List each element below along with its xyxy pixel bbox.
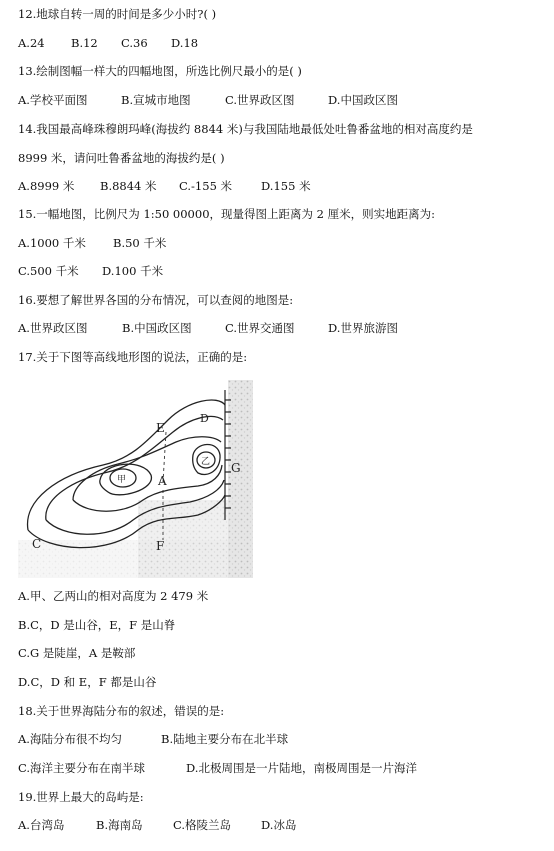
label-e: E	[156, 421, 165, 435]
question-16-options	[18, 320, 398, 336]
option-d[interactable]: D.中国政区图	[328, 93, 398, 107]
question-18-options-row1	[18, 731, 288, 747]
option-c[interactable]: C.世界交通图	[225, 321, 295, 335]
label-c: C	[32, 537, 42, 551]
label-f: F	[156, 539, 165, 553]
question-16-stem: 16.要想了解世界各国的分布情况，可以查阅的地图是:	[18, 293, 294, 307]
question-17-stem: 17.关于下图等高线地形图的说法，正确的是:	[18, 350, 248, 364]
question-15-options-row1	[18, 235, 166, 251]
label-a: A	[158, 474, 167, 488]
question-13-stem: 13.绘制图幅一样大的四幅地图，所选比例尺最小的是( )	[18, 64, 302, 78]
question-12-stem: 12.地球自转一周的时间是多少小时?( )	[18, 7, 217, 21]
option-a[interactable]: A.世界政区图	[18, 321, 88, 335]
question-13-options	[18, 92, 398, 108]
option-a[interactable]: A.24	[18, 36, 45, 50]
question-14-stem-line1: 14.我国最高峰珠穆朗玛峰(海拔约 8844 米)与我国陆地最低处吐鲁番盆地的相对高度约是	[18, 122, 473, 136]
label-yi: 乙	[201, 457, 211, 467]
question-18-stem: 18.关于世界海陆分布的叙述，错误的是:	[18, 704, 225, 718]
label-d: D	[200, 412, 209, 425]
option-c[interactable]: C.格陵兰岛	[173, 818, 232, 832]
option-c[interactable]: C.500 千米	[18, 264, 79, 278]
option-b[interactable]: B.中国政区图	[122, 321, 192, 335]
option-c[interactable]: C.-155 米	[179, 179, 233, 193]
option-b[interactable]: B.陆地主要分布在北半球	[161, 732, 289, 746]
option-c[interactable]: C.36	[121, 36, 148, 50]
label-g: G	[231, 461, 241, 475]
question-12-options	[18, 35, 198, 51]
question-17-option-d[interactable]: D.C，D 和 E，F 都是山谷	[18, 675, 157, 689]
question-17-option-a[interactable]: A.甲、乙两山的相对高度为 2 479 米	[18, 589, 209, 603]
option-d[interactable]: D.18	[171, 36, 199, 50]
question-19-stem: 19.世界上最大的岛屿是:	[18, 790, 144, 804]
option-b[interactable]: B.8844 米	[100, 179, 157, 193]
option-d[interactable]: D.世界旅游图	[328, 321, 398, 335]
option-b[interactable]: B.宣城市地图	[121, 93, 191, 107]
question-17-option-c[interactable]: C.G 是陡崖，A 是鞍部	[18, 646, 136, 660]
option-b[interactable]: B.50 千米	[113, 236, 167, 250]
option-a[interactable]: A.8999 米	[18, 179, 75, 193]
option-a[interactable]: A.台湾岛	[18, 818, 65, 832]
option-b[interactable]: B.12	[71, 36, 98, 50]
option-d[interactable]: D.冰岛	[261, 818, 297, 832]
option-c[interactable]: C.海洋主要分布在南半球	[18, 761, 146, 775]
question-14-options	[18, 178, 311, 194]
question-17-option-b[interactable]: B.C，D 是山谷，E，F 是山脊	[18, 618, 176, 632]
question-18-options-row2	[18, 760, 417, 776]
question-15-stem: 15.一幅地图，比例尺为 1:50 00000，现量得图上距离为 2 厘米，则实地距离为:	[18, 207, 436, 221]
option-d[interactable]: D.北极周围是一片陆地，南极周围是一片海洋	[186, 761, 417, 775]
question-19-options	[18, 817, 296, 833]
question-15-options-row2	[18, 263, 163, 279]
question-14-stem-line2: 8999 米，请问吐鲁番盆地的海拔约是( )	[18, 151, 225, 165]
contour-map	[18, 380, 253, 578]
option-c[interactable]: C.世界政区图	[225, 93, 295, 107]
option-a[interactable]: A.1000 千米	[18, 236, 86, 250]
option-d[interactable]: D.155 米	[261, 179, 311, 193]
label-jia: 甲	[117, 475, 127, 485]
option-a[interactable]: A.学校平面图	[18, 93, 88, 107]
option-a[interactable]: A.海陆分布很不均匀	[18, 732, 122, 746]
option-d[interactable]: D.100 千米	[102, 264, 164, 278]
option-b[interactable]: B.海南岛	[96, 818, 143, 832]
